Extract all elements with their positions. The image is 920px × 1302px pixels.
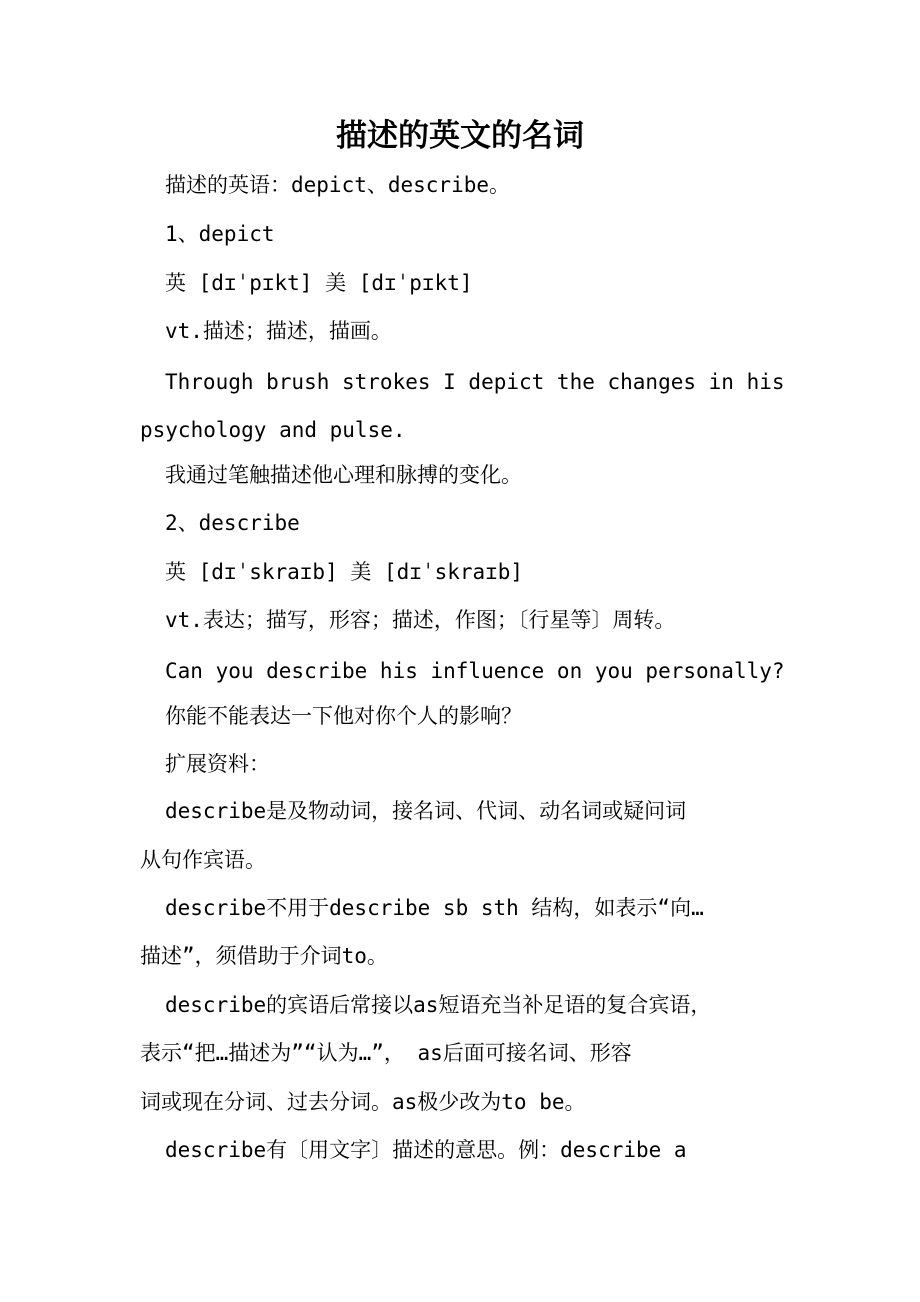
extended-info-heading: 扩展资料： xyxy=(165,752,270,776)
usage-paragraph-2-line-2: 描述”，须借助于介词to。 xyxy=(140,944,388,968)
describe-example: Can you describe his influence on you personally? xyxy=(165,659,785,683)
usage-paragraph-3-line-1: describe的宾语后常接以as短语充当补足语的复合宾语， xyxy=(165,993,712,1017)
usage-paragraph-1-line-1: describe是及物动词，接名词、代词、动名词或疑问词 xyxy=(165,799,687,823)
intro-line: 描述的英语：depict、describe。 xyxy=(165,173,511,197)
usage-paragraph-3-line-3: 词或现在分词、过去分词。as极少改为to be。 xyxy=(140,1090,586,1114)
depict-heading: 1、depict xyxy=(165,222,275,246)
usage-paragraph-1-line-2: 从句作宾语。 xyxy=(140,848,266,872)
usage-paragraph-3-line-2: 表示“把…描述为”“认为…”， as后面可接名词、形容 xyxy=(140,1041,632,1065)
depict-example-line-1: Through brush strokes I depict the changes in his xyxy=(165,370,785,394)
depict-phonetic: 英 [dɪˈpɪkt] 美 [dɪˈpɪkt] xyxy=(165,271,473,295)
describe-definition: vt.表达；描写，形容；描述，作图；〔行星等〕周转。 xyxy=(165,608,676,632)
usage-paragraph-4-line-1: describe有〔用文字〕描述的意思。例：describe a xyxy=(165,1138,687,1162)
document-title: 描述的英文的名词 xyxy=(336,118,584,154)
usage-paragraph-2-line-1: describe不用于describe sb sth 结构，如表示“向… xyxy=(165,896,704,920)
depict-example-line-2: psychology and pulse. xyxy=(140,418,406,442)
describe-heading: 2、describe xyxy=(165,511,300,535)
describe-phonetic: 英 [dɪˈskraɪb] 美 [dɪˈskraɪb] xyxy=(165,560,524,584)
depict-example-translation: 我通过笔触描述他心理和脉搏的变化。 xyxy=(165,463,522,487)
depict-definition: vt.描述；描述，描画。 xyxy=(165,319,392,343)
describe-example-translation: 你能不能表达一下他对你个人的影响？ xyxy=(165,704,522,728)
